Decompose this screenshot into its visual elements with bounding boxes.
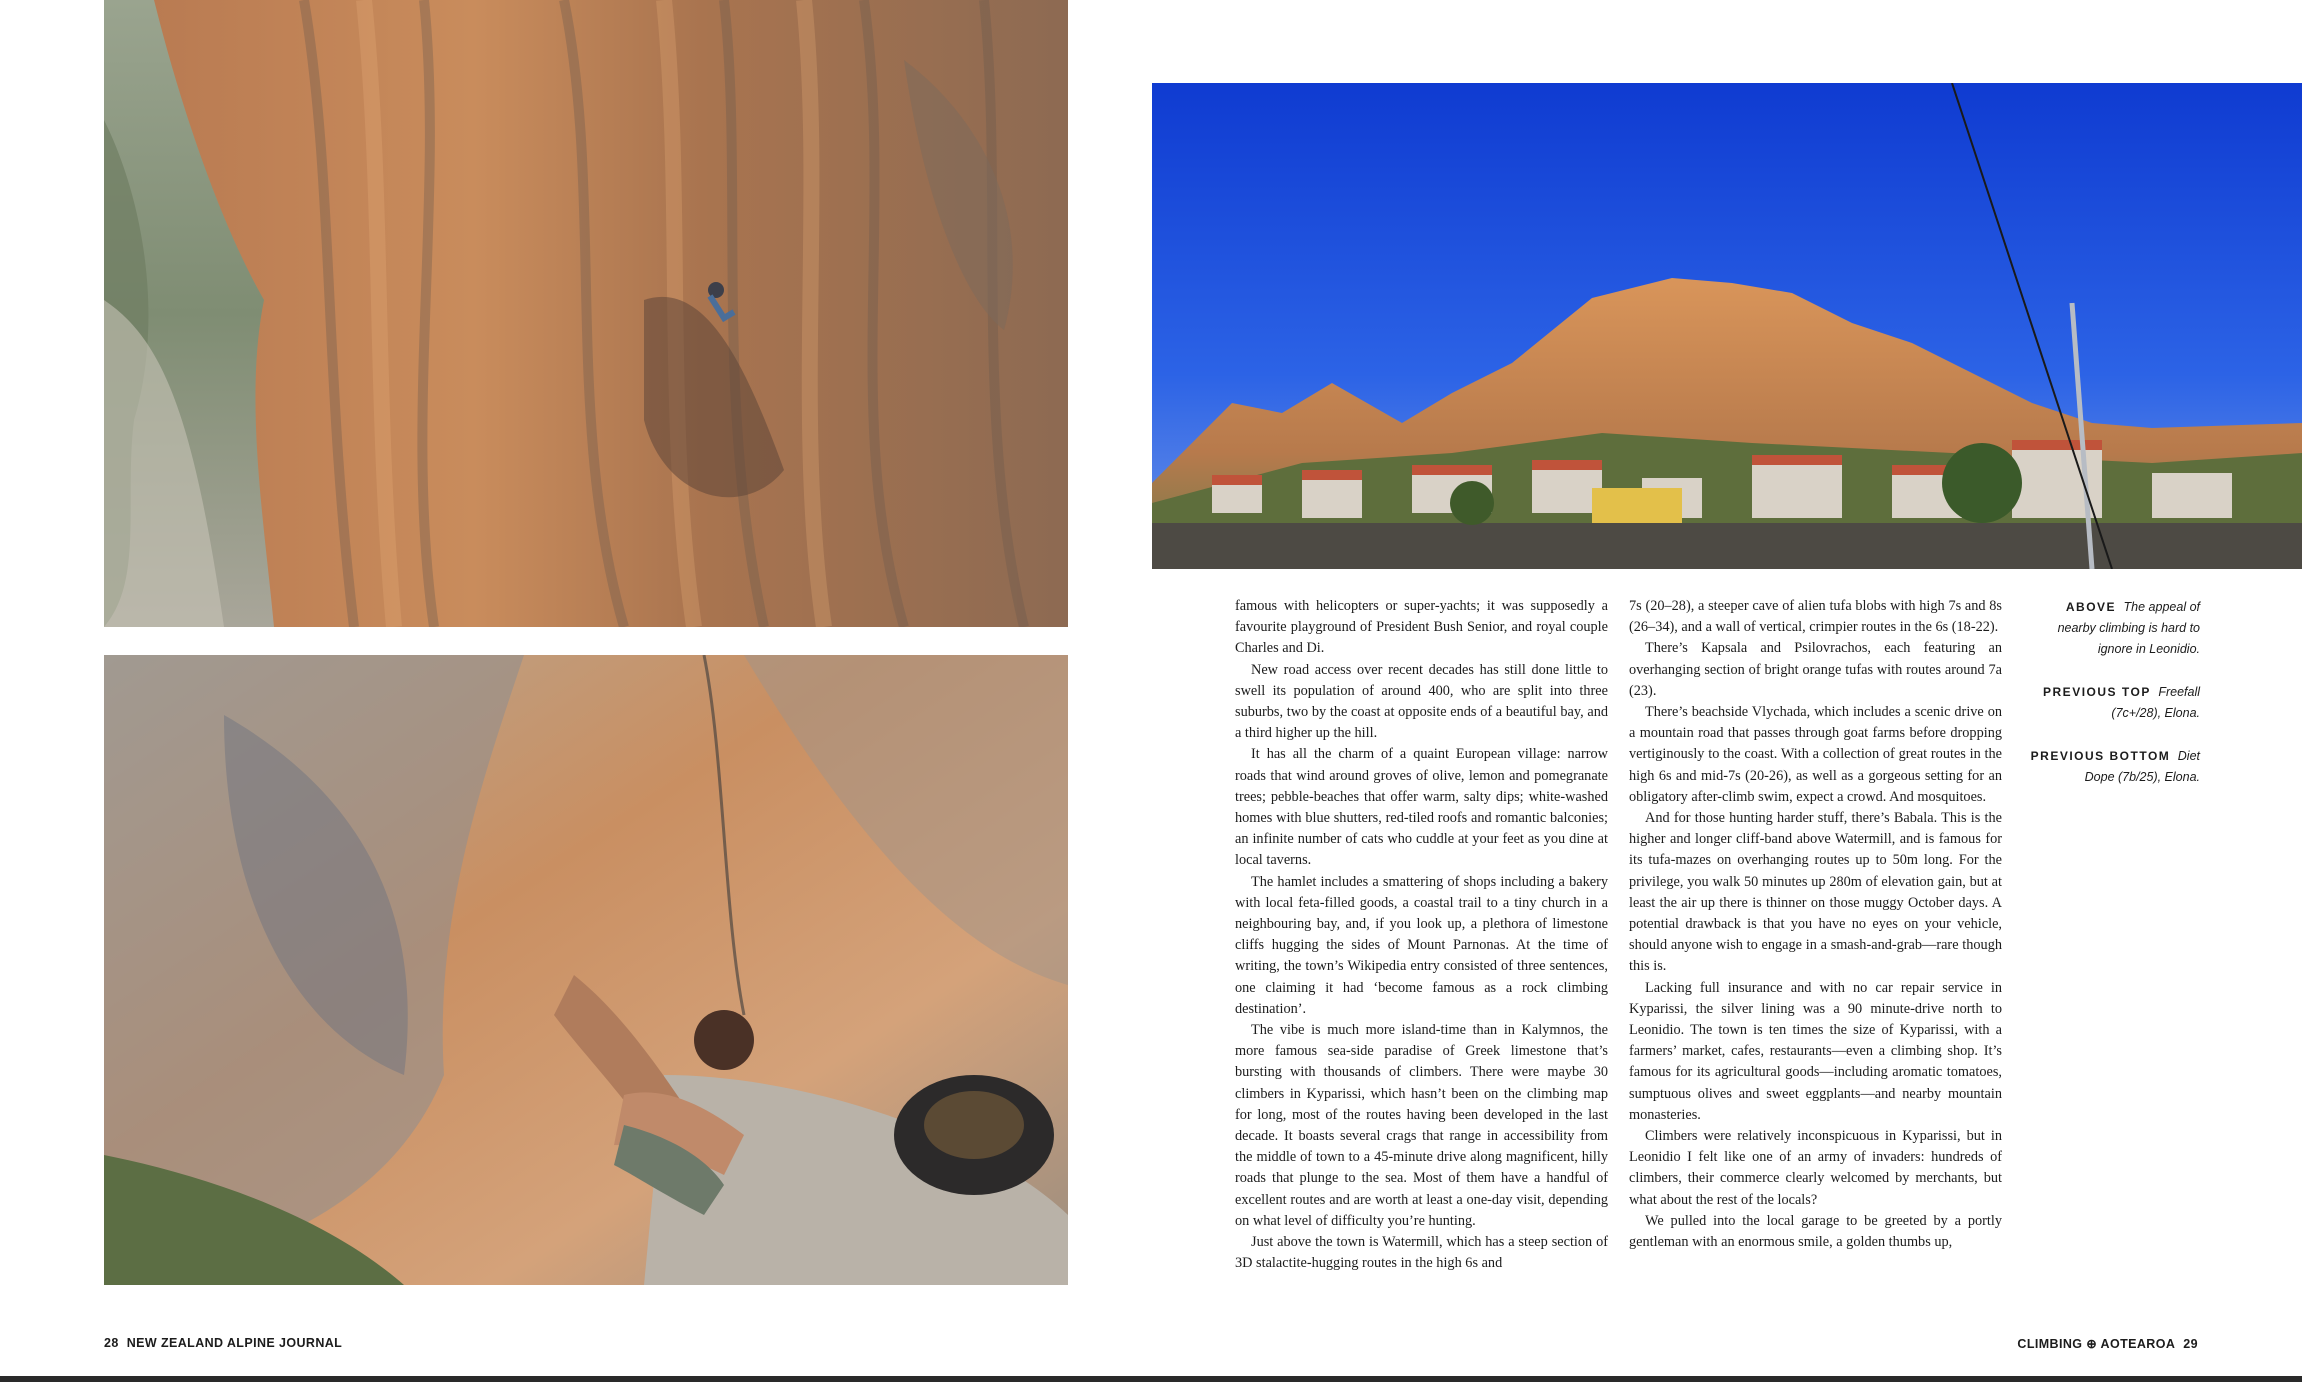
article-column-2: [1629, 596, 2002, 1253]
paragraph: 7s (20–28), a steeper cave of alien tufa blobs with high 7s and 8s (26–34), and a wall of vertical, crimpier routes in the 6s (18-22).: [1629, 598, 2002, 636]
photo-captions: [2028, 597, 2200, 810]
publication-title: NEW ZEALAND ALPINE JOURNAL: [126, 1336, 343, 1350]
paragraph: Lacking full insurance and with no car repair service in Kyparissi, the silver lining was a 90 minute-drive north to Leonidio. The town is ten times the size of Kyparissi, with a farmers’ market, cafes, restaurants—even a climbing shop. It’s famous for its agricultural goods—including aromatic tomatoes, sumptuous olives and sweet eggplants—and nearby mountain monasteries.: [1629, 979, 2002, 1123]
paragraph: New road access over recent decades has still done little to swell its population of around 400, who are split into three suburbs, two by the coast at opposite ends of a beautiful bay, and a third higher up the hill.: [1235, 661, 1608, 742]
page-number: 29: [2183, 1337, 2198, 1351]
paragraph: famous with helicopters or super-yachts; it was supposedly a favourite playground of President Bush Senior, and royal couple Charles and Di.: [1235, 598, 1608, 657]
paragraph: It has all the charm of a quaint European village: narrow roads that wind around groves of olive, lemon and pomegranate trees; pebble-beaches that offer warm, salty dips; white-washed homes with blue shutters, red-tiled roofs and romantic balconies; an infinite number of cats who cuddle at your feet as you dine at local taverns.: [1235, 746, 1608, 869]
caption-previous-bottom: [2028, 746, 2200, 788]
caption-text: The appeal of nearby climbing is hard to ignore in Leonidio.: [2057, 600, 2200, 656]
page-number: 28: [104, 1336, 119, 1350]
caption-label: PREVIOUS TOP: [2043, 685, 2151, 699]
caption-text: Diet Dope (7b/25), Elona.: [2084, 749, 2200, 784]
caption-text: Freefall (7c+/28), Elona.: [2111, 685, 2200, 720]
folio-right: [2017, 1336, 2198, 1351]
paragraph: Climbers were relatively inconspicuous in Kyparissi, but in Leonidio I felt like one of an army of invaders: hundreds of climbers, their commerce clearly welcomed by merchants, but what about the rest of the locals?: [1629, 1128, 2002, 1208]
caption-label: PREVIOUS BOTTOM: [2030, 749, 2171, 763]
photo-leonidio-panorama: [1152, 83, 2302, 569]
paragraph: Just above the town is Watermill, which has a steep section of 3D stalactite-hugging routes in the high 6s and: [1235, 1234, 1608, 1272]
photo-climber-overhang: [104, 0, 1068, 627]
paragraph: We pulled into the local garage to be greeted by a portly gentleman with an enormous smile, a golden thumbs up,: [1629, 1212, 2002, 1251]
paragraph: The hamlet includes a smattering of shops including a bakery with local feta-filled goods, a coastal trail to a tiny church in a neighbouring bay, and, if you look up, a plethora of limestone cliffs hugging the sides of Mount Parnonas. At the time of writing, the town’s Wikipedia entry consisted of three sentences, one claiming it had ‘become famous as a rock climbing destination’.: [1235, 873, 1608, 1017]
paragraph: There’s beachside Vlychada, which includes a scenic drive on a mountain road that passes through goat farms before dropping vertiginously to the coast. With a collection of great routes in the high 6s and mid-7s (20-26), as well as a gorgeous setting for an obligatory after-climb swim, expect a crowd. And mosquitoes.: [1629, 704, 2002, 805]
bottom-rule: [0, 1376, 2302, 1382]
photo-climber-from-above: [104, 655, 1068, 1285]
caption-previous-top: [2028, 682, 2200, 724]
article-column-1: [1235, 596, 1608, 1275]
caption-label: ABOVE: [2065, 600, 2117, 614]
paragraph: There’s Kapsala and Psilovrachos, each featuring an overhanging section of bright orange tufas with routes around 7a (23).: [1629, 640, 2002, 699]
photo-climber-overhang-image: [104, 0, 1068, 627]
paragraph: And for those hunting harder stuff, there’s Babala. This is the higher and longer cliff-band above Watermill, and is famous for its tufa-mazes on overhanging routes up to 50m long. For the privilege, you walk 50 minutes up 280m of elevation gain, but at least the air up there is thinner on those muggy October days. A potential drawback is that you have no eyes on your vehicle, should anyone wish to engage in a smash-and-grab—rare though this is.: [1629, 810, 2002, 975]
photo-climber-from-above-image: [104, 655, 1068, 1285]
folio-left: [104, 1336, 342, 1350]
photo-leonidio-panorama-image: [1152, 83, 2302, 569]
paragraph: The vibe is much more island-time than in Kalymnos, the more famous sea-side paradise of Greek limestone that’s bursting with thousands of climbers. There were maybe 30 climbers in Kyparissi, which hasn’t been on the climbing map for long, most of the routes having been developed in the last decade. It boasts several crags that range in accessibility from the middle of town to a 45-minute drive along magnificent, hilly roads that plunge to the sea. Most of them have a handful of excellent routes and are worth at least a one-day visit, depending on what level of difficulty you’re hunting.: [1235, 1022, 1608, 1229]
caption-above: [2028, 597, 2200, 660]
section-title: CLIMBING ⊕ AOTEAROA: [2017, 1337, 2176, 1351]
